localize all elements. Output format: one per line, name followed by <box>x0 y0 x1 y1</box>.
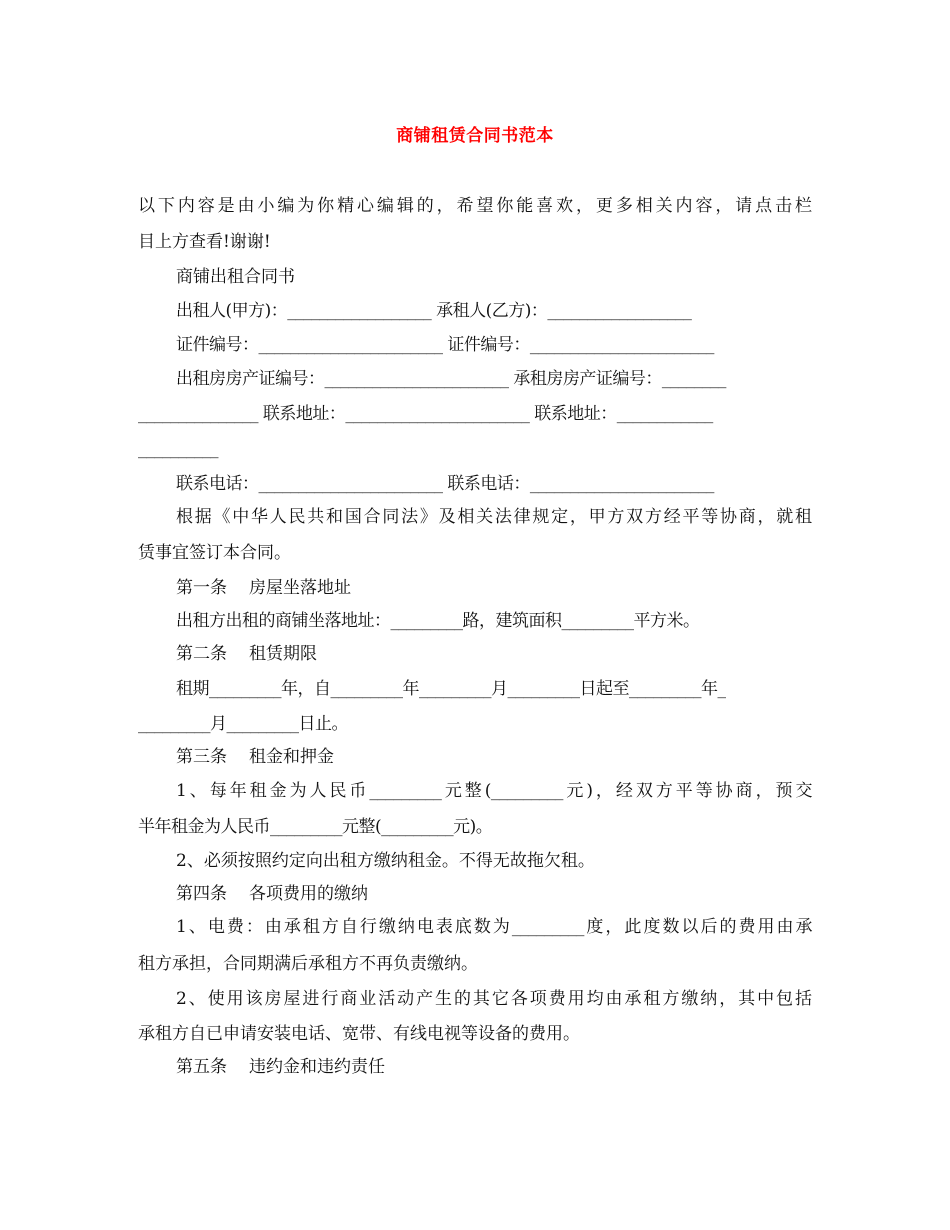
article-1-number: 第一条 <box>176 578 227 598</box>
basis-line-1: 根据《中华人民共和国合同法》及相关法律规定，甲方双方经平等协商，就租 <box>176 507 812 527</box>
intro-line-1: 以下内容是由小编为你精心编辑的，希望你能喜欢，更多相关内容，请点击栏 <box>138 196 812 216</box>
article-4-item-1-line-2: 租方承担，合同期满后承租方不再负责缴纳。 <box>138 954 478 974</box>
article-4-title: 各项费用的缴纳 <box>249 884 368 904</box>
article-5-heading <box>176 1055 385 1079</box>
article-3-item-1-line-1: 1、每年租金为人民币_________元整(_________元)，经双方平等协商，预交 <box>176 781 812 801</box>
article-1-title: 房屋坐落地址 <box>249 578 351 598</box>
contract-subtitle: 商铺出租合同书 <box>176 267 295 287</box>
article-5-number: 第五条 <box>176 1057 227 1077</box>
parties-line-4: _______________ 联系地址：_______________________ 联系地址：____________ <box>138 404 713 424</box>
article-3-number: 第三条 <box>176 747 227 767</box>
article-3-item-1-line-2: 半年租金为人民币_________元整(_________元)。 <box>138 817 493 837</box>
basis-line-2: 赁事宜签订本合同。 <box>138 543 291 563</box>
parties-line-6: 联系电话：_______________________ 联系电话：_______________________ <box>176 474 714 494</box>
article-1-heading <box>176 576 351 600</box>
parties-line-1: 出租人(甲方)：__________________ 承租人(乙方)：__________________ <box>176 301 692 321</box>
article-4-item-2-line-2: 承租方自已申请安装电话、宽带、有线电视等设备的费用。 <box>138 1024 580 1044</box>
article-3-heading <box>176 745 334 769</box>
intro-line-2: 目上方查看!谢谢! <box>138 232 271 252</box>
article-3-item-2: 2、必须按照约定向出租方缴纳租金。不得无故拖欠租。 <box>176 851 595 871</box>
article-2-text-2: _________月_________日止。 <box>138 714 348 734</box>
parties-line-5: __________ <box>138 439 218 459</box>
parties-line-3: 出租房房产证编号：_______________________ 承租房房产证编号：________ <box>176 369 726 389</box>
article-2-title: 租赁期限 <box>249 644 317 664</box>
article-5-title: 违约金和违约责任 <box>249 1057 385 1077</box>
article-2-number: 第二条 <box>176 644 227 664</box>
article-4-heading <box>176 882 368 906</box>
article-3-title: 租金和押金 <box>249 747 334 767</box>
parties-line-2: 证件编号：_______________________ 证件编号：_______________________ <box>176 335 714 355</box>
article-4-number: 第四条 <box>176 884 227 904</box>
article-1-text: 出租方出租的商铺坐落地址：_________路，建筑面积_________平方米。 <box>176 611 700 631</box>
article-2-text-1: 租期_________年，自_________年_________月_________日起至_________年_ <box>176 679 726 699</box>
article-2-heading <box>176 642 317 666</box>
article-4-item-2-line-1: 2、使用该房屋进行商业活动产生的其它各项费用均由承租方缴纳，其中包括 <box>176 989 812 1009</box>
article-4-item-1-line-1: 1、电费：由承租方自行缴纳电表底数为_________度，此度数以后的费用由承 <box>176 917 812 937</box>
document-title: 商铺租赁合同书范本 <box>396 126 554 146</box>
